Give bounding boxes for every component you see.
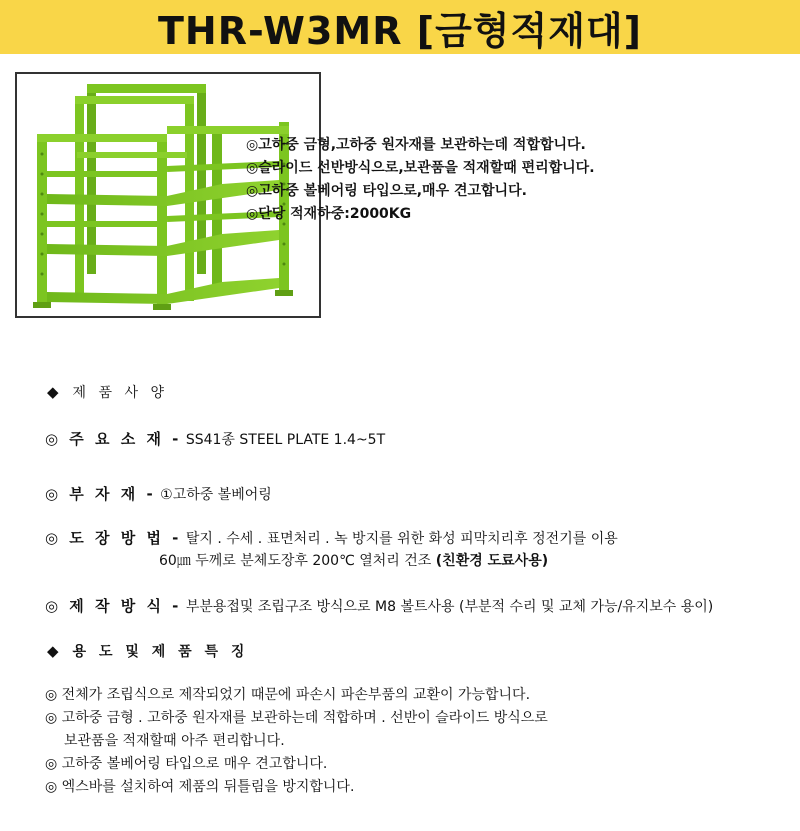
feature-item: ◎고하중 금형,고하중 원자재를 보관하는데 적합합니다.: [246, 137, 586, 153]
list-item: ◎ 엑스바를 설치하여 제품의 뒤틀림을 방지합니다.: [45, 779, 355, 795]
title-banner: [0, 0, 800, 54]
page-title: THR-W3MR [금형적재대]: [158, 8, 642, 53]
usage-section-heading: ◆ 용 도 및 제 품 특 징: [47, 642, 249, 660]
list-item: ◎ 고하중 금형 . 고하중 원자재를 보관하는데 적합하며 . 선반이 슬라이드 방식으로: [45, 710, 548, 726]
list-item: ◎ 고하중 볼베어링 타입으로 매우 견고합니다.: [45, 756, 328, 772]
spec-production: ◎ 제 작 방 식 - 부분용접및 조립구조 방식으로 M8 볼트사용 (부분적 수리 및 교체 가능/유지보수 용이): [45, 597, 714, 615]
spec-sub-material: ◎ 부 자 재 - ①고하중 볼베어링: [45, 485, 272, 503]
diamond-icon: ◆: [47, 383, 59, 401]
spec-main-material: ◎ 주 요 소 재 - SS41종 STEEL PLATE 1.4~5T: [45, 430, 386, 448]
diamond-icon: ◆: [47, 642, 59, 660]
list-item: 보관품을 적재할때 아주 편리합니다.: [64, 733, 285, 749]
feature-item: ◎고하중 볼베어링 타입으로,매우 견고합니다.: [246, 183, 527, 199]
feature-item: ◎단당 적재하중:2000KG: [246, 206, 412, 222]
spec-section-heading: ◆ 제 품 사 양: [47, 383, 168, 401]
feature-list: [246, 134, 786, 226]
spec-coating: ◎ 도 장 방 법 - 탈지 . 수세 . 표면처리 . 녹 방지를 위한 화성 피막치리후 정전기를 이용 60㎛ 두께로 분체도장후 200℃ 열처리 건조 (친환경 도료사용): [45, 529, 618, 569]
feature-item: ◎슬라이드 선반방식으로,보관품을 적재할때 편리합니다.: [246, 160, 595, 176]
list-item: ◎ 전체가 조립식으로 제작되었기 때문에 파손시 파손부품의 교환이 가능합니다.: [45, 687, 531, 703]
usage-list: [45, 684, 785, 799]
